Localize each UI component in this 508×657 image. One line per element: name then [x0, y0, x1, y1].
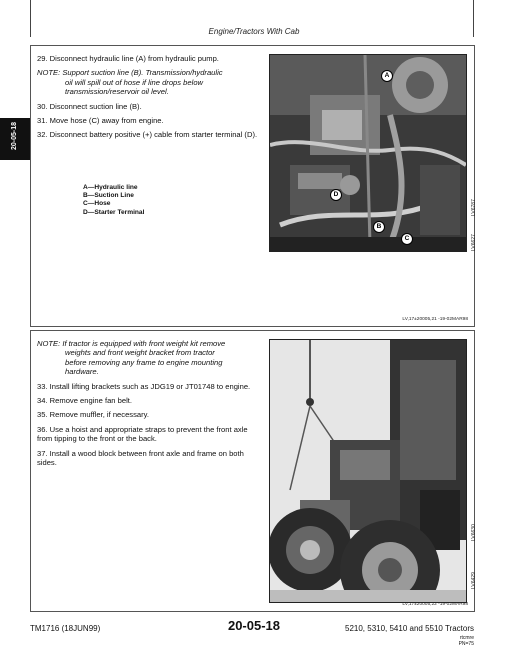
legend-item-c: C—Hose	[83, 200, 111, 208]
callout-d: D	[330, 189, 342, 201]
note-label-2: NOTE:	[37, 339, 61, 348]
note-line-3: transmission/reservoir oil level.	[65, 87, 169, 97]
callout-c: C	[401, 233, 413, 245]
note2-line-3: before removing any frame to engine mounting	[65, 357, 223, 367]
section-hydraulic	[30, 45, 475, 327]
engine-photo	[269, 54, 467, 252]
photo-code-3: LV6630	[471, 524, 477, 541]
hoist-photo	[269, 339, 467, 603]
step-35: 35. Remove muffler, if necessary.	[37, 410, 149, 420]
step-36: 36. Use a hoist and appropriate straps to prevent the front axle from tipping to the front or the back.	[37, 424, 248, 444]
note2-line-4: hardware.	[65, 367, 99, 377]
step-30: 30. Disconnect suction line (B).	[37, 101, 142, 111]
section2-reference: LV,17±20005,22 -19-02MAR98	[402, 602, 468, 607]
footer-model-list: 5210, 5310, 5410 and 5510 Tractors	[345, 624, 474, 633]
step-29: 29. Disconnect hydraulic line (A) from hydraulic pump.	[37, 54, 219, 63]
step-32: 32. Disconnect battery positive (+) cable from starter terminal (D).	[37, 130, 258, 140]
note-line-1: Support suction line (B). Transmission/hydraulic	[62, 68, 223, 78]
section1-reference: LV,17±20005,21 -19-02MAR98	[402, 317, 468, 322]
legend-item-b: B—Suction Line	[83, 192, 134, 200]
legend-item-a: A—Hydraulic line	[83, 184, 138, 191]
section1-text	[37, 54, 259, 145]
footer-meta	[459, 635, 474, 647]
callout-b: B	[373, 221, 385, 233]
page-header: Engine/Tractors With Cab	[208, 27, 300, 36]
step-34: 34. Remove engine fan belt.	[37, 396, 132, 406]
note-label: NOTE:	[37, 68, 61, 78]
section-lifting	[30, 330, 475, 612]
section2-text	[37, 339, 259, 472]
photo-code-2: LV6627	[471, 234, 477, 251]
note-suction	[37, 68, 259, 96]
section-tab-label: 20-05-18	[11, 122, 18, 151]
legend	[83, 184, 144, 217]
note2-line-2: weights and front weight bracket from tractor	[65, 348, 215, 358]
note-line-2: oil will spill out of hose if line drops below	[65, 77, 204, 87]
engine-illustration	[270, 55, 466, 251]
photo-code-4: LV6429	[471, 572, 477, 589]
note2-line-1: If tractor is equipped with front weight kit remove	[62, 339, 226, 348]
footer-doc-id: TM1716 (18JUN99)	[30, 624, 101, 633]
step-33: 33. Install lifting brackets such as JDG19 or JT01748 to engine.	[37, 381, 251, 391]
footer-meta-2: PN=75	[458, 641, 474, 647]
step-31: 31. Move hose (C) away from engine.	[37, 116, 164, 126]
step-37: 37. Install a wood block between front axle and frame on both sides.	[37, 448, 244, 468]
section-tab	[0, 118, 30, 160]
hoist-illustration	[270, 340, 466, 602]
photo-code-1: LV6787	[471, 199, 477, 216]
callout-a: A	[381, 70, 393, 82]
legend-item-d: D—Starter Terminal	[83, 208, 145, 216]
footer-page-number: 20-05-18	[227, 618, 281, 633]
note-front-weight	[37, 339, 259, 377]
footer-meta-1: rtcmre	[459, 635, 474, 641]
